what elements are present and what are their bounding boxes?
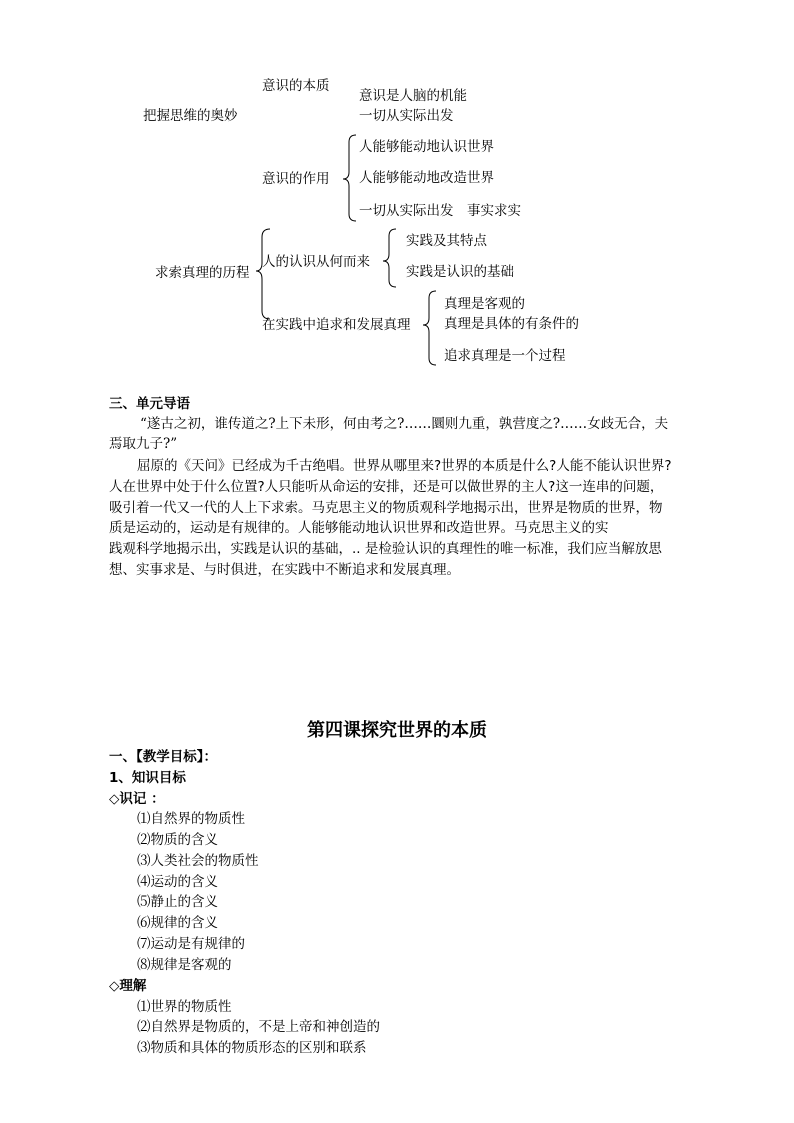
node-pursue-process: 追求真理是一个过程 [444, 348, 566, 364]
body-line-2: 人在世界中处于什么位置?人只能听从命运的安排，还是可以做世界的主人?这一连串的问题， [109, 479, 664, 495]
quote-line-2: 焉取九子?” [109, 436, 178, 452]
body-line-6: 想、实事求是、与时俱进，在实践中不断追求和发展真理。 [109, 562, 460, 578]
unit-intro-heading: 三、单元导语 [109, 396, 190, 412]
node-where: 人的认识从何而来 [262, 254, 370, 270]
body-line-1: 屈原的《天问》已经成为千古绝唱。世界从哪里来?世界的本质是什么?人能不能认识世界? [137, 458, 672, 474]
memorize-item: ⑵物质的含义 [137, 832, 218, 848]
body-line-3: 吸引着一代又一代的人上下求索。马克思主义的物质观科学地揭示出，世界是物质的世界，物 [109, 500, 663, 516]
node-role: 意识的作用 [262, 171, 330, 187]
knowledge-heading: 1、知识目标 [109, 770, 186, 786]
memorize-item: ⑺运动是有规律的 [137, 936, 245, 952]
memorize-item: ⑷运动的含义 [137, 874, 218, 890]
node-role-facts: 一切从实际出发 事实求实 [359, 203, 521, 219]
understand-heading: ◇理解 [109, 978, 147, 994]
memorize-heading: ◇识记 ： [109, 791, 165, 807]
node-quest: 求索真理的历程 [155, 265, 250, 281]
node-essence-brain: 意识是人脑的机能 [359, 88, 467, 104]
understand-item: ⑴世界的物质性 [137, 999, 232, 1015]
understand-item: ⑶物质和具体的物质形态的区别和联系 [137, 1040, 367, 1056]
node-essence: 意识的本质 [262, 78, 330, 94]
lesson-title: 第四课探究世界的本质 [307, 720, 487, 741]
brace-pursue [423, 291, 436, 365]
node-pursue: 在实践中追求和发展真理 [262, 317, 411, 333]
brace-quest [256, 229, 270, 319]
memorize-item: ⑻规律是客观的 [137, 957, 232, 973]
memorize-item: ⑸静止的含义 [137, 894, 218, 910]
body-line-4: 质是运动的，运动是有规律的。人能够能动地认识世界和改造世界。马克思主义的实 [109, 520, 609, 536]
node-essence-practical: 一切从实际出发 [359, 108, 454, 124]
understand-item: ⑵自然界是物质的，不是上帝和神创造的 [137, 1019, 380, 1035]
brace-where [383, 229, 396, 287]
memorize-item: ⑹规律的含义 [137, 915, 218, 931]
node-role-transform: 人能够能动地改造世界 [359, 170, 494, 186]
node-pursue-objective: 真理是客观的 [444, 296, 525, 312]
node-where-basis: 实践是认识的基础 [406, 264, 514, 280]
node-pursue-concrete: 真理是具体的有条件的 [444, 316, 579, 332]
node-grasp-thinking: 把握思维的奥妙 [143, 108, 238, 124]
memorize-item: ⑴自然界的物质性 [137, 811, 245, 827]
brace-role [343, 135, 356, 221]
memorize-item: ⑶人类社会的物质性 [137, 853, 259, 869]
body-line-5: 践观科学地揭示出，实践是认识的基础，.. 是检验认识的真理性的唯一标准，我们应当解放思 [109, 541, 662, 557]
node-role-know: 人能够能动地认识世界 [359, 139, 494, 155]
node-where-practice: 实践及其特点 [406, 233, 487, 249]
goals-heading: 一、【教学目标】： [109, 749, 217, 765]
quote-line-1: “遂古之初，谁传道之?上下未形，何由考之?……圜则九重，孰营度之?……女歧无合，夫 [140, 416, 669, 432]
